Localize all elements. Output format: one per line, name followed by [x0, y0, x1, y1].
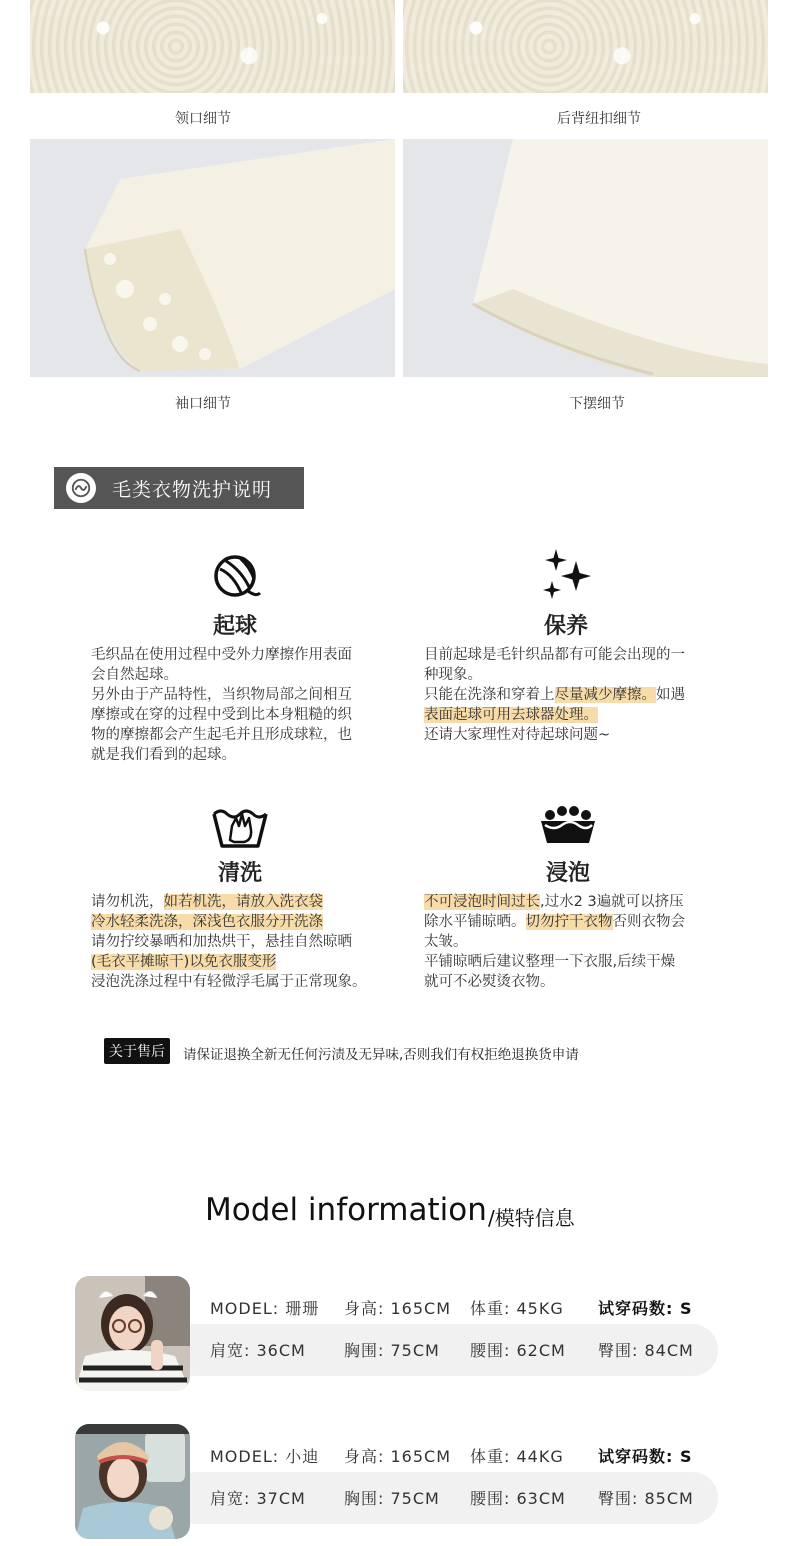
care-text-segment: 摩擦或在穿的过程中受到比本身粗糙的织	[91, 707, 352, 723]
model-2-shoulder: 肩宽: 37CM	[210, 1489, 306, 1508]
care-text-segment: 除水平铺晾晒。	[424, 914, 526, 930]
model-2-hip: 臀围: 85CM	[598, 1489, 694, 1508]
highlighted-text: 切勿拧干衣物	[525, 914, 613, 930]
care-text-line	[91, 705, 391, 725]
care-text-line	[91, 665, 391, 685]
care-text-line	[424, 952, 724, 972]
cuff-illustration	[30, 139, 395, 377]
after-sales-note: 请保证退换全新无任何污渍及无异味,否则我们有权拒绝退换货申请	[183, 1047, 579, 1063]
highlighted-text: (毛衣平摊晾干)以免衣服变形	[91, 954, 277, 970]
care-text-line	[424, 725, 724, 745]
highlighted-text: 表面起球可用去球器处理。	[424, 707, 598, 723]
model-2-size: 试穿码数: S	[598, 1447, 693, 1466]
care-text-line	[424, 665, 724, 685]
washing-title: 清洗	[217, 861, 262, 886]
care-text-segment: 种现象。	[424, 667, 482, 683]
care-text-line	[91, 952, 401, 972]
hem-detail-photo	[403, 139, 768, 377]
model-2-height: 身高: 165CM	[344, 1447, 451, 1466]
care-text-segment: 请勿机洗，	[91, 894, 164, 910]
back-button-detail-photo	[403, 0, 768, 93]
model-info-subtitle: /模特信息	[488, 1206, 575, 1230]
after-sales-tag: 关于售后	[104, 1038, 170, 1064]
cuff-detail-caption: 袖口细节	[175, 396, 231, 412]
model-2-chest: 胸围: 75CM	[344, 1489, 440, 1508]
care-text-line	[91, 685, 391, 705]
yarn-ball-icon	[212, 553, 262, 603]
model-1-weight: 体重: 45KG	[470, 1299, 564, 1318]
soak-basin-icon	[540, 805, 596, 855]
washing-text	[91, 892, 401, 992]
cuff-detail-photo	[30, 139, 395, 377]
model-2-waist: 腰围: 63CM	[470, 1489, 566, 1508]
hand-wash-icon	[212, 800, 268, 850]
care-text-segment: 否则衣物会	[612, 914, 685, 930]
highlighted-text: 如若机洗，请放入洗衣袋	[163, 894, 323, 910]
care-text-segment: 就可不必熨烫衣物。	[424, 974, 555, 990]
highlighted-text: 不可浸泡时间过长	[424, 894, 540, 910]
model-1-hip: 臀围: 84CM	[598, 1341, 694, 1360]
care-text-line	[424, 892, 724, 912]
model-1-name: MODEL: 珊珊	[210, 1299, 320, 1318]
soaking-text	[424, 892, 724, 992]
maintenance-title: 保养	[543, 614, 588, 639]
care-text-segment: 就是我们看到的起球。	[91, 747, 236, 763]
care-text-segment: ,过水2 3遍就可以挤压	[540, 894, 684, 910]
model-2-name: MODEL: 小迪	[210, 1447, 320, 1466]
care-text-line	[424, 705, 724, 725]
care-text-segment: 另外由于产品特性，当织物局部之间相互	[91, 687, 352, 703]
care-text-line	[424, 645, 724, 665]
care-text-segment: 浸泡洗涤过程中有轻微浮毛属于正常现象。	[91, 974, 367, 990]
care-text-line	[91, 912, 401, 932]
care-text-segment: 物的摩擦都会产生起毛并且形成球粒，也	[91, 727, 352, 743]
hem-detail-caption: 下摆细节	[569, 396, 625, 412]
back-button-detail-caption: 后背纽扣细节	[557, 111, 641, 127]
care-text-line	[424, 685, 724, 705]
care-text-line	[424, 972, 724, 992]
care-text-segment: 太皱。	[424, 934, 468, 950]
care-text-line	[424, 932, 724, 952]
care-text-line	[424, 912, 724, 932]
model-1-size: 试穿码数: S	[598, 1299, 693, 1318]
model-2-avatar	[75, 1424, 190, 1539]
care-text-line	[91, 972, 401, 992]
soaking-title: 浸泡	[545, 861, 590, 886]
model-2-weight: 体重: 44KG	[470, 1447, 564, 1466]
care-text-segment: 平铺晾晒后建议整理一下衣服,后续干燥	[424, 954, 676, 970]
model-1-chest: 胸围: 75CM	[344, 1341, 440, 1360]
care-text-segment: 请勿拧绞暴晒和加热烘干，悬挂自然晾晒	[91, 934, 352, 950]
care-section-header	[54, 467, 304, 509]
care-text-segment: 还请大家理性对待起球问题~	[424, 727, 611, 743]
care-text-segment: 毛织品在使用过程中受外力摩擦作用表面	[91, 647, 352, 663]
model-1-avatar	[75, 1276, 190, 1391]
pilling-title: 起球	[212, 614, 257, 639]
care-text-line	[91, 745, 391, 765]
care-text-line	[91, 892, 401, 912]
care-text-line	[91, 932, 401, 952]
care-section-title: 毛类衣物洗护说明	[112, 478, 273, 501]
sparkle-icon	[542, 549, 592, 599]
care-text-segment: 目前起球是毛针织品都有可能会出现的一	[424, 647, 685, 663]
care-text-segment: 会自然起球。	[91, 667, 178, 683]
maintenance-text	[424, 645, 724, 745]
model-1-shoulder: 肩宽: 36CM	[210, 1341, 306, 1360]
care-text-segment: 如遇	[656, 687, 685, 703]
highlighted-text: 尽量减少摩擦。	[554, 687, 656, 703]
model-1-waist: 腰围: 62CM	[470, 1341, 566, 1360]
wool-care-icon	[66, 473, 96, 503]
neckline-detail-photo	[30, 0, 395, 93]
highlighted-text: 冷水轻柔洗涤，深浅色衣服分开洗涤	[91, 914, 323, 930]
pilling-text	[91, 645, 391, 765]
care-text-segment: 只能在洗涤和穿着上	[424, 687, 555, 703]
care-text-line	[91, 645, 391, 665]
neckline-detail-caption: 领口细节	[175, 111, 231, 127]
model-info-title: Model information	[205, 1192, 487, 1228]
care-text-line	[91, 725, 391, 745]
hem-illustration	[403, 139, 768, 377]
model-1-height: 身高: 165CM	[344, 1299, 451, 1318]
